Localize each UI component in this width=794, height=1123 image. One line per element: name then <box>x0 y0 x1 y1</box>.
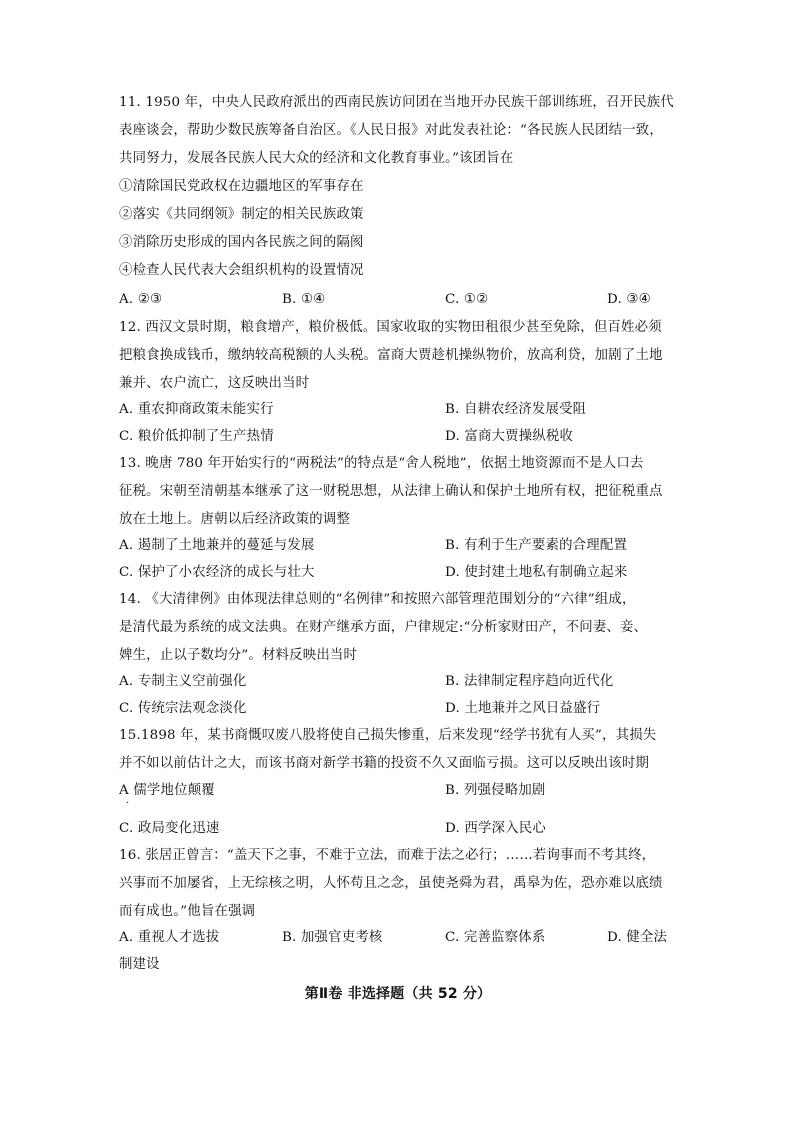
q15-option-d: D. 西学深入民心 <box>445 821 546 836</box>
q13-stem-line-1: 13. 晚唐 780 年开始实行的“两税法”的特点是“舍人税地”，依据土地资源而不是人口去 <box>119 456 644 471</box>
q14-options-row-1 <box>119 670 677 694</box>
q11-item-4: ④检查人民代表大会组织机构的设置情况 <box>119 263 364 278</box>
q15-option-c: C. 政局变化迅速 <box>119 821 220 836</box>
q16-option-b: B. 加强官吏考核 <box>282 930 383 945</box>
q11-item-2: ②落实《共同纲领》制定的相关民族政策 <box>119 207 364 222</box>
section-title: 第Ⅱ卷 非选择题（共 52 分） <box>304 986 492 1002</box>
q16-option-a: A. 重视人才选拔 <box>119 930 220 945</box>
q12-option-d: D. 富商大贾操纵税收 <box>445 429 574 444</box>
q16-option-c: C. 完善监察体系 <box>445 930 546 945</box>
stray-dot-mark: · <box>126 798 130 809</box>
q16-stem-line-1: 16. 张居正曾言：“盖天下之事，不难于立法，而难于法之必行；……若询事而不考其终， <box>119 848 656 863</box>
q11-option-d: D. ③④ <box>607 292 651 307</box>
q12-option-a: A. 重农抑商政策未能实行 <box>119 402 274 417</box>
q13-options-row-2 <box>119 561 677 585</box>
q14-options-row-2 <box>119 697 677 721</box>
q13-stem-line-2: 征税。宋朝至清朝基本继承了这一财税思想，从法律上确认和保护土地所有权，把征税重点 <box>119 484 663 499</box>
q14-stem-line-1: 14. 《大清律例》由体现法律总则的“名例律”和按照六部管理范围划分的“六律”组成， <box>119 592 636 607</box>
q11-stem-line-1: 11. 1950 年，中央人民政府派出的西南民族访问团在当地开办民族干部训练班，召开民族代 <box>119 95 674 110</box>
q12-option-c: C. 粮价低抑制了生产热情 <box>119 429 274 444</box>
q13-options-row-1 <box>119 534 677 558</box>
q16-option-d: D. 健全法 <box>607 930 668 945</box>
q11-option-b: B. ①④ <box>282 292 326 307</box>
q15-stem-line-2: 并不如以前估计之大，而该书商对新学书籍的投资不久又面临亏损。这可以反映出该时期 <box>119 756 650 771</box>
q11-stem-line-3: 共同努力，发展各民族人民大众的经济和文化教育事业。”该团旨在 <box>119 151 514 166</box>
q11-options <box>119 288 677 312</box>
q16-option-d-continuation: 制建设 <box>119 957 160 972</box>
q12-options-row-1 <box>119 398 677 422</box>
q14-option-a: A. 专制主义空前强化 <box>119 674 247 689</box>
q11-stem-line-2: 表座谈会，帮助少数民族筹备自治区。《人民日报》对此发表社论：“各民族人民团结一致， <box>119 123 663 138</box>
q15-option-b: B. 列强侵略加剧 <box>445 783 546 798</box>
q15-option-a: A 儒学地位颠覆 <box>119 783 215 798</box>
q11-option-c: C. ①② <box>445 292 489 307</box>
q14-option-d: D. 土地兼并之风日益盛行 <box>445 701 601 716</box>
q13-option-b: B. 有利于生产要素的合理配置 <box>445 538 628 553</box>
q14-stem-line-2: 是清代最为系统的成文法典。在财产继承方面，户律规定:“分析家财田产，不问妻、妾、 <box>119 620 648 635</box>
q13-stem-line-3: 放在土地上。唐朝以后经济政策的调整 <box>119 512 351 527</box>
q14-stem-line-3: 婢生，止以子数均分”。材料反映出当时 <box>119 648 358 663</box>
q16-stem-line-2: 兴事而不加屡省，上无综核之明，人怀苟且之念，虽使尧舜为君，禹皋为佐，恐亦难以底绩 <box>119 876 663 891</box>
q12-options-row-2 <box>119 425 677 449</box>
q12-stem-line-2: 把粮食换成钱币，缴纳较高税额的人头税。富商大贾趁机操纵物价，放高利贷，加剧了土地 <box>119 348 663 363</box>
q13-option-a: A. 遏制了土地兼并的蔓延与发展 <box>119 538 315 553</box>
q15-options-row-1 <box>119 779 677 803</box>
q15-stem-line-1: 15.1898 年，某书商慨叹废八股将使自己损失惨重，后来发现“经学书犹有人买”，其损失 <box>119 728 657 743</box>
q12-stem-line-1: 12. 西汉文景时期，粮食增产，粮价极低。国家收取的实物田租很少甚至免除，但百姓必须 <box>119 320 662 335</box>
q14-option-b: B. 法律制定程序趋向近代化 <box>445 674 614 689</box>
q13-option-d: D. 使封建土地私有制确立起来 <box>445 565 628 580</box>
q16-stem-line-3: 而有成也。”他旨在强调 <box>119 904 256 919</box>
q11-item-1: ①清除国民党政权在边疆地区的军事存在 <box>119 179 364 194</box>
q15-options-row-2 <box>119 817 677 841</box>
q12-stem-line-3: 兼并、农户流亡，这反映出当时 <box>119 376 310 391</box>
q12-option-b: B. 自耕农经济发展受阻 <box>445 402 587 417</box>
q14-option-c: C. 传统宗法观念淡化 <box>119 701 247 716</box>
q16-options <box>119 926 677 950</box>
q11-item-3: ③消除历史形成的国内各民族之间的隔阂 <box>119 235 364 250</box>
q13-option-c: C. 保护了小农经济的成长与壮大 <box>119 565 315 580</box>
q11-option-a: A. ②③ <box>119 292 163 307</box>
